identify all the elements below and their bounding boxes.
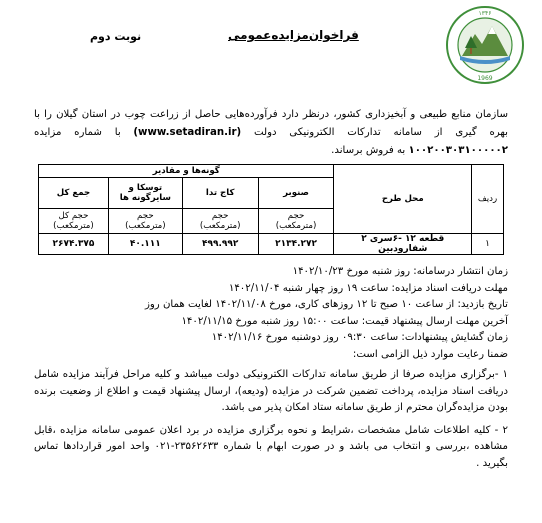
opening-date: زمان گشایش پیشنهادات: ساعت ۰۹:۳۰ روز دوشنبه مورخ ۱۴۰۲/۱۱/۱۶ <box>211 332 508 343</box>
unit-poplar: حجم (مترمکعب) <box>258 209 334 234</box>
cell-other: ۴۰.۱۱۱ <box>108 234 182 255</box>
header-species-group: گونه‌ها و مقادیر <box>39 165 334 178</box>
requirements-heading: ضمنا رعایت موارد ذیل الزامی است: <box>352 348 508 360</box>
intro-text-1: سازمان منابع طبیعی و آبخیزداری کشور، درنظر دارد فرآورده‌هایی حاصل از زراعت چوب در استان گیلان را با بهره گیری از سامانه تدارکات الکترونیکی دولت <box>34 109 508 138</box>
unit-kaj: حجم (مترمکعب) <box>182 209 258 234</box>
intro-text-2: با شماره مزایده <box>34 127 121 138</box>
lots-table <box>38 164 504 255</box>
round-label: نوبت دوم <box>90 30 142 43</box>
logo-year-top: ۱۳۴۶ <box>478 10 492 17</box>
unit-other: حجم (مترمکعب) <box>108 209 182 234</box>
header-poplar: صنوبر <box>258 178 334 209</box>
header-row-index: ردیف <box>472 165 504 234</box>
intro-text-3: به فروش برساند. <box>331 145 406 156</box>
cell-poplar: ۲۱۳۴.۲۷۲ <box>258 234 334 255</box>
publish-date: زمان انتشار درسامانه: روز شنبه مورخ ۱۴۰۲/۱۰/۲۳ <box>292 266 508 277</box>
auction-number: ۱۰۰۲۰۰۳۰۳۱۰۰۰۰۰۲ <box>408 145 508 156</box>
header-total: جمع کل <box>39 178 109 209</box>
cell-index: ۱ <box>472 234 504 255</box>
intro-paragraph <box>34 106 508 160</box>
header-other-species: توسکا و سایرگونه ها <box>108 178 182 209</box>
requirement-1: ۱ -برگزاری مزایده صرفا از طریق سامانه تدارکات الکترونیکی دولت میباشد و کلیه مراحل فرآیند مزایده شامل دریافت اسناد مزایده، پرداخت تضمین شرکت در مزایده (ودیعه)، ارسال پیشنهاد قیمت و اطلاع از وضعیت برنده بودن مزایده‌گران محترم از طریق سامانه ستاد امکان پذیر می باشد. <box>34 369 508 413</box>
logo-year-bottom: 1969 <box>477 75 493 82</box>
page-title: فراخوان‌مزایده‌عمومی <box>228 28 359 42</box>
cell-total: ۲۶۷۴.۳۷۵ <box>39 234 109 255</box>
documents-deadline: مهلت دریافت اسناد مزایده: ساعت ۱۹ روز چهار شنبه ۱۴۰۲/۱۱/۰۴ <box>228 282 508 294</box>
site-link[interactable]: (www.setadiran.ir) <box>133 127 242 138</box>
header-place: محل طرح <box>334 165 472 234</box>
bid-deadline: آخرین مهلت ارسال پیشنهاد قیمت: ساعت ۱۵:۰۰ روز شنبه مورخ ۱۴۰۲/۱۱/۱۵ <box>181 315 508 327</box>
visit-date: تاریخ بازدید: از ساعت ۱۰ صبح تا ۱۲ روزهای کاری، مورخ ۱۴۰۲/۱۱/۰۸ لغایت همان روز <box>144 299 508 310</box>
requirement-2: ۲ - کلیه اطلاعات شامل مشخصات ،شرایط و نحوه برگزاری مزایده در برد اعلان عمومی سامانه مزایده ،قابل مشاهده ،بررسی و انتخاب می باشد و در صورت ابهام با شماره ۲۳۵۶۲۶۳۳-۰۲۱ واحد امور قراردادها تماس بگیرید . <box>34 424 508 469</box>
cell-kaj: ۴۹۹.۹۹۲ <box>182 234 258 255</box>
table-row <box>39 234 504 255</box>
auction-details <box>34 266 508 472</box>
organization-logo <box>440 4 530 86</box>
cell-place: قطعه ۱۲ -۶سری ۲ شفارودبین <box>334 234 472 255</box>
unit-total: حجم کل (مترمکعب) <box>39 209 109 234</box>
header-kaj: کاج تدا <box>182 178 258 209</box>
